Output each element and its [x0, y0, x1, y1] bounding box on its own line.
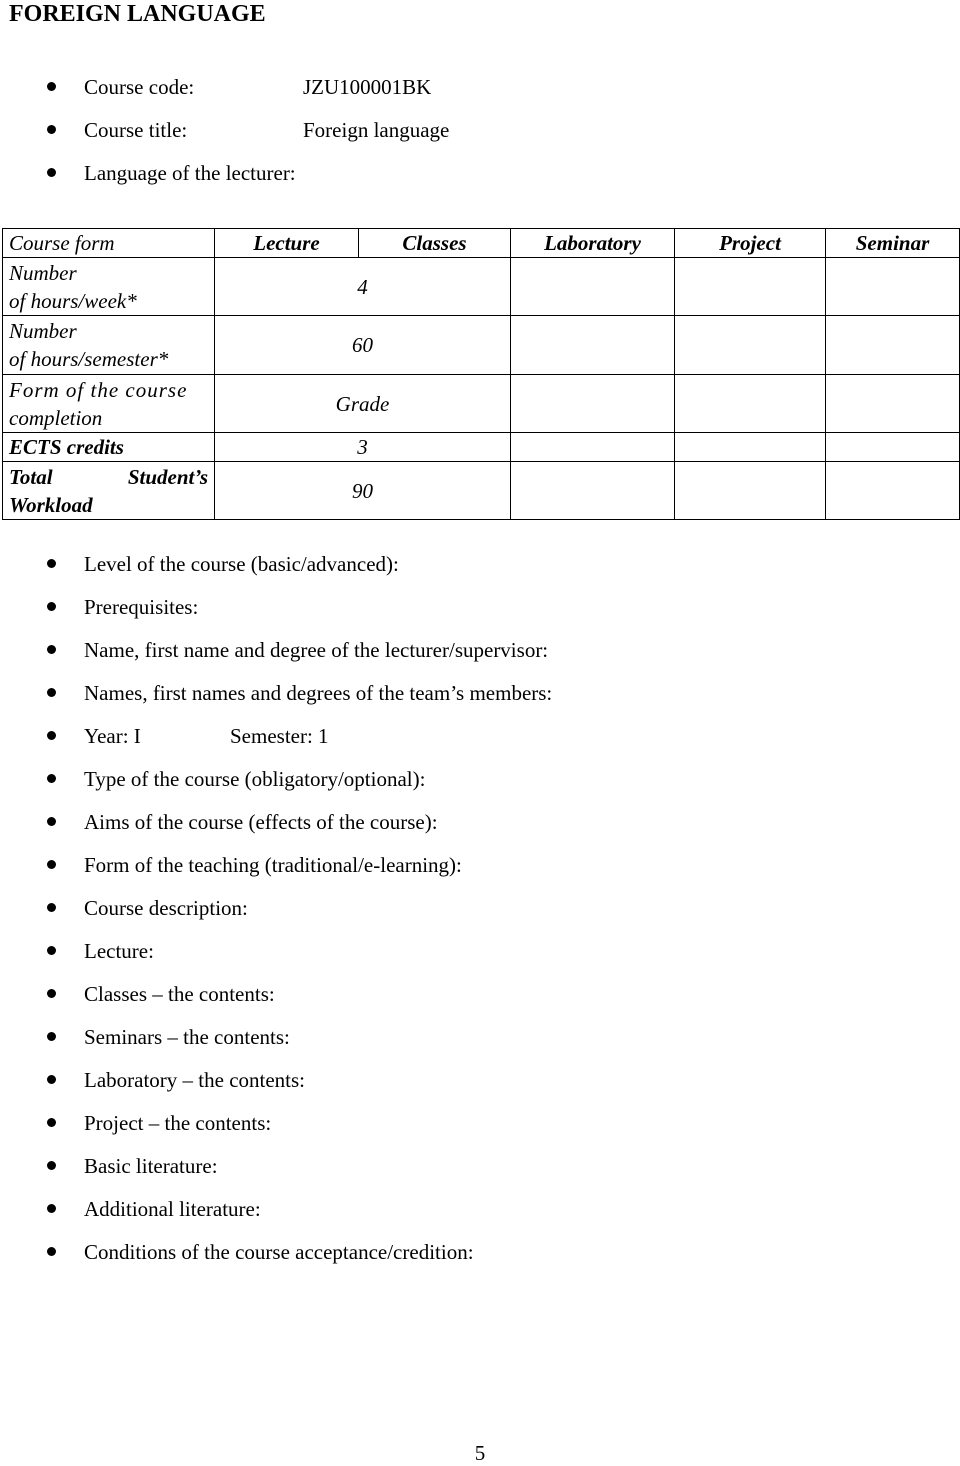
bullet-icon [47, 645, 56, 654]
semester-label: Semester: 1 [230, 724, 329, 748]
row-label-line: completion [9, 405, 103, 430]
bullet-icon [47, 903, 56, 912]
bullet-icon [47, 989, 56, 998]
header-laboratory: Laboratory [511, 229, 675, 258]
bullet-icon [47, 1247, 56, 1256]
bullet-icon [47, 125, 56, 134]
year-label: Year: I [84, 724, 141, 748]
empty-cell [511, 316, 675, 375]
item-label: Name, first name and degree of the lecturer/supervisor: [84, 638, 549, 662]
bullet-icon [47, 82, 56, 91]
table-row-hours-week [3, 258, 960, 316]
empty-cell [675, 433, 826, 462]
row-label-line [9, 463, 208, 491]
item-label: Type of the course (obligatory/optional): [84, 767, 426, 791]
item-label: Prerequisites: [84, 595, 199, 619]
item-label: Laboratory – the contents: [84, 1068, 306, 1092]
bullet-icon [47, 559, 56, 568]
item-label: Project – the contents: [84, 1111, 272, 1135]
header-lecture: Lecture [215, 229, 359, 258]
empty-cell [511, 462, 675, 520]
row-label-hours-week [3, 258, 215, 316]
row-label-workload [3, 462, 215, 520]
row-label-part: Student’s [127, 464, 208, 489]
page-heading: FOREIGN LANGUAGE [9, 1, 266, 27]
bullet-icon [47, 1032, 56, 1041]
page-number: 5 [474, 1441, 486, 1465]
item-label: Classes – the contents: [84, 982, 275, 1006]
bullet-icon [47, 168, 56, 177]
item-label: Additional literature: [84, 1197, 261, 1221]
item-label: Basic literature: [84, 1154, 218, 1178]
item-label: Conditions of the course acceptance/credition: [84, 1240, 474, 1264]
bullet-icon [47, 860, 56, 869]
empty-cell [826, 316, 960, 375]
bullet-icon [47, 774, 56, 783]
row-label-line: Form of the course [9, 377, 188, 402]
workload-value: 90 [215, 462, 511, 520]
header-classes: Classes [359, 229, 511, 258]
table-header-row [3, 229, 960, 258]
row-label-ects: ECTS credits [3, 433, 215, 462]
row-label-line: Workload [9, 492, 93, 517]
table-row-completion-form [3, 375, 960, 433]
header-seminar: Seminar [826, 229, 960, 258]
lecturer-language-label: Language of the lecturer: [84, 161, 296, 185]
bullet-icon [47, 1161, 56, 1170]
empty-cell [511, 375, 675, 433]
bullet-icon [47, 1118, 56, 1127]
table-row-hours-semester [3, 316, 960, 375]
course-hours-table [2, 228, 960, 520]
empty-cell [826, 433, 960, 462]
row-label-line: of hours/week* [9, 288, 137, 313]
bullet-icon [47, 688, 56, 697]
row-label-line: Number [9, 319, 77, 343]
table-row-ects [3, 433, 960, 462]
bullet-icon [47, 731, 56, 740]
row-label-hours-semester [3, 316, 215, 375]
bullet-icon [47, 946, 56, 955]
item-label: Seminars – the contents: [84, 1025, 290, 1049]
empty-cell [675, 258, 826, 316]
empty-cell [675, 375, 826, 433]
item-label: Lecture: [84, 939, 154, 963]
item-label: Names, first names and degrees of the team’s members: [84, 681, 553, 705]
item-label: Aims of the course (effects of the course): [84, 810, 438, 834]
row-label-completion-form [3, 375, 215, 433]
header-project: Project [675, 229, 826, 258]
item-label: Level of the course (basic/advanced): [84, 552, 399, 576]
row-label-line: of hours/semester* [9, 347, 169, 371]
item-label: Form of the teaching (traditional/e-learning): [84, 853, 462, 877]
course-title-label: Course title: [84, 118, 188, 142]
bullet-icon [47, 817, 56, 826]
hours-semester-value: 60 [215, 316, 511, 375]
item-label: Course description: [84, 896, 248, 920]
empty-cell [675, 316, 826, 375]
bullet-icon [47, 602, 56, 611]
row-label-part: Total [9, 464, 53, 489]
header-course-form: Course form [3, 229, 215, 258]
ects-value: 3 [215, 433, 511, 462]
empty-cell [826, 258, 960, 316]
row-label-line: Number [9, 260, 77, 285]
course-code-value: JZU100001BK [303, 75, 432, 99]
bullet-icon [47, 1075, 56, 1084]
empty-cell [511, 258, 675, 316]
hours-week-value: 4 [215, 258, 511, 316]
table-row-workload [3, 462, 960, 520]
empty-cell [826, 375, 960, 433]
empty-cell [675, 462, 826, 520]
course-title-value: Foreign language [303, 118, 450, 142]
empty-cell [826, 462, 960, 520]
course-code-label: Course code: [84, 75, 195, 99]
empty-cell [511, 433, 675, 462]
bullet-icon [47, 1204, 56, 1213]
completion-form-value: Grade [215, 375, 511, 433]
